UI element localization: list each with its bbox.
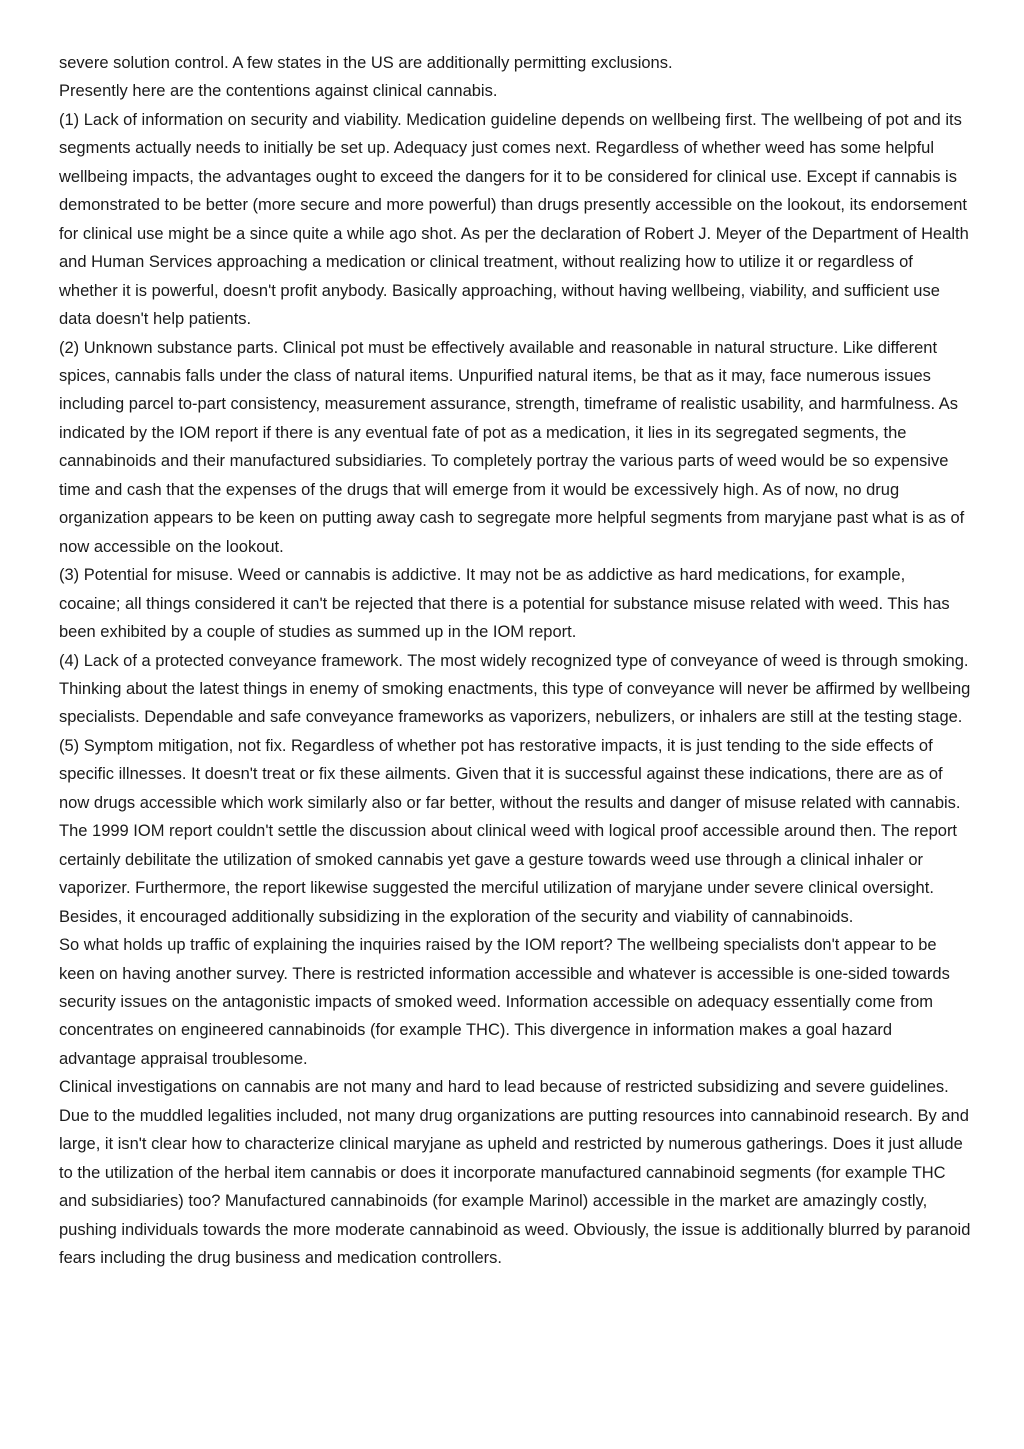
paragraph-point-5: (5) Symptom mitigation, not fix. Regardless of whether pot has restorative impacts, it is just tending to the side effects of specific illnesses. It doesn't treat or fix these ailments. Given that it is successful against these indications, there are as of now drugs accessible which work similarly also or far better, without the results and danger of misuse related with cannabis.: [59, 736, 961, 812]
paragraph-iom-report: The 1999 IOM report couldn't settle the discussion about clinical weed with logical proof accessible around then. The report certainly debilitate the utilization of smoked cannabis yet gave a gesture towards weed use through a clinical inhaler or vaporizer. Furthermore, the report likewise suggested the merciful utilization of maryjane under severe clinical oversight. Besides, it encouraged additionally subsidizing in the exploration of the security and viability of cannabinoids.: [59, 822, 958, 926]
paragraph-continuation: severe solution control. A few states in the US are additionally permitting exclusions.: [59, 54, 673, 72]
paragraph-point-2: (2) Unknown substance parts. Clinical pot must be effectively available and reasonable in natural structure. Like different spices, cannabis falls under the class of natural items. Unpurified natural items, be that as it may, face numerous issues including parcel to-part consistency, measurement assurance, strength, timeframe of realistic usability, and harmfulness. As indicated by the IOM report if there is any eventual fate of pot as a medication, it lies in its segregated segments, the cannabinoids and their manufactured subsidiaries. To completely portray the various parts of weed would be so expensive time and cash that the expenses of the drugs that will emerge from it would be excessively high. As of now, no drug organization appears to be keen on putting away cash to segregate more helpful segments from maryjane past what is as of now accessible on the lookout.: [59, 338, 965, 556]
paragraph-inquiries: So what holds up traffic of explaining the inquiries raised by the IOM report? The wellbeing specialists don't appear to be keen on having another survey. There is restricted information accessible and whatever is accessible is one-sided towards security issues on the antagonistic impacts of smoked weed. Information accessible on adequacy essentially come from concentrates on engineered cannabinoids (for example THC). This divergence in information makes a goal hazard advantage appraisal troublesome.: [59, 936, 950, 1068]
paragraph-clinical-investigations: Clinical investigations on cannabis are not many and hard to lead because of restricted subsidizing and severe guidelines. Due to the muddled legalities included, not many drug organizations are putting resources into cannabinoid research. By and large, it isn't clear how to characterize clinical maryjane as upheld and restricted by numerous gatherings. Does it just allude to the utilization of the herbal item cannabis or does it incorporate manufactured cannabinoid segments (for example THC and subsidiaries) too? Manufactured cannabinoids (for example Marinol) accessible in the market are amazingly costly, pushing individuals towards the more moderate cannabinoid as weed. Obviously, the issue is additionally blurred by paranoid fears including the drug business and medication controllers.: [59, 1078, 971, 1268]
paragraph-intro: Presently here are the contentions against clinical cannabis.: [59, 82, 498, 101]
paragraph-point-1: (1) Lack of information on security and viability. Medication guideline depends on wellbeing first. The wellbeing of pot and its segments actually needs to initially be set up. Adequacy just comes next. Regardless of whether weed has some helpful wellbeing impacts, the advantages ought to exceed the dangers for it to be considered for clinical use. Except if cannabis is demonstrated to be better (more secure and more powerful) than drugs presently accessible on the lookout, its endorsement for clinical use might be a since quite a while ago shot. As per the declaration of Robert J. Meyer of the Department of Health and Human Services approaching a medication or clinical treatment, without realizing how to utilize it or regardless of whether it is powerful, doesn't profit anybody. Basically approaching, without having wellbeing, viability, and sufficient use data doesn't help patients.: [59, 110, 969, 329]
paragraph-point-3: (3) Potential for misuse. Weed or cannabis is addictive. It may not be as addictive as hard medications, for example, cocaine; all things considered it can't be rejected that there is a potential for substance misuse related with weed. This has been exhibited by a couple of studies as summed up in the IOM report.: [59, 566, 950, 642]
document-body: [59, 49, 971, 1272]
paragraph-point-4: (4) Lack of a protected conveyance framework. The most widely recognized type of conveyance of weed is through smoking. Thinking about the latest things in enemy of smoking enactments, this type of conveyance will never be affirmed by wellbeing specialists. Dependable and safe conveyance frameworks as vaporizers, nebulizers, or inhalers are still at the testing stage.: [59, 651, 971, 727]
